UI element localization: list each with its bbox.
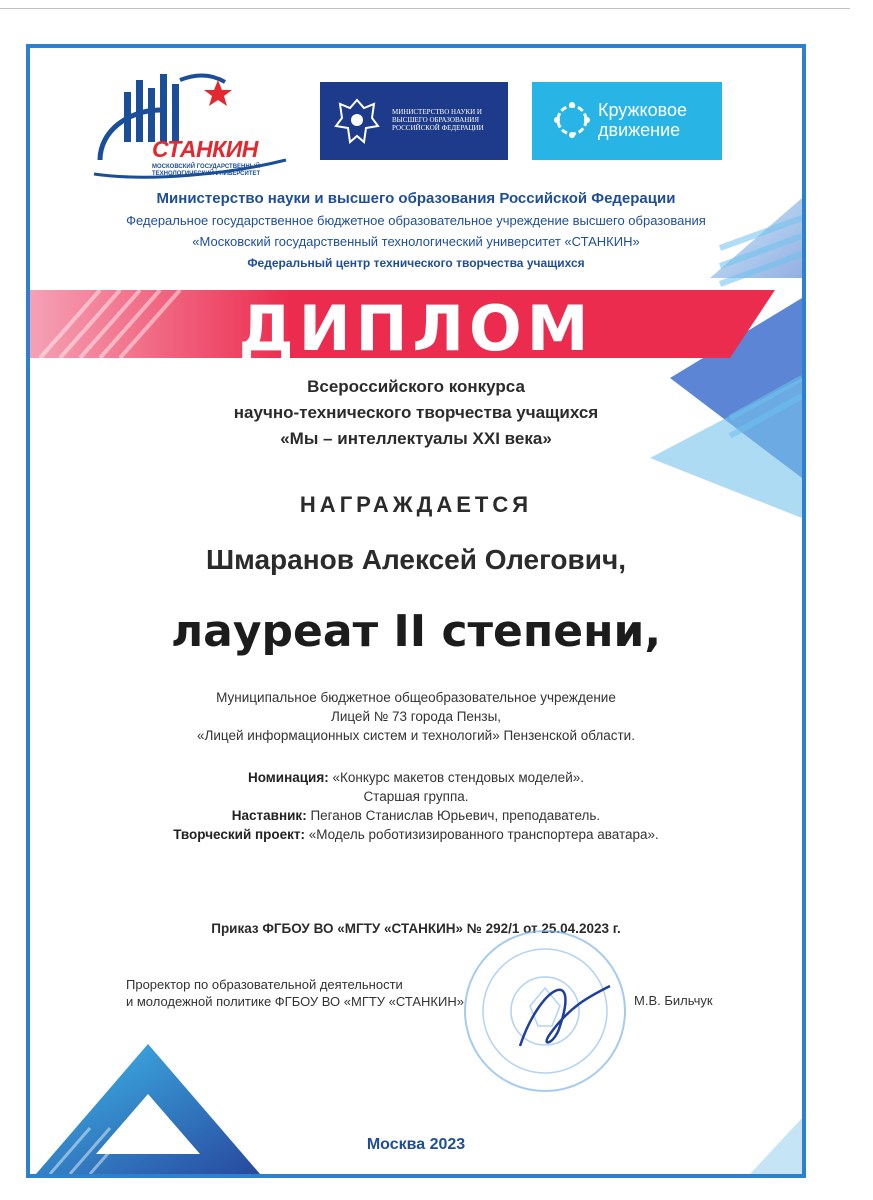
signer-title-line-2: и молодежной политике ФГБОУ ВО «МГТУ «СТАНКИН» [126, 994, 464, 1009]
eagle-crest-icon [334, 96, 380, 146]
school-block [30, 688, 802, 745]
ministry-logo-text: МИНИСТЕРСТВО НАУКИ И ВЫСШЕГО ОБРАЗОВАНИЯ РОССИЙСКОЙ ФЕДЕРАЦИИ [392, 108, 484, 132]
school-line-2: Лицей № 73 города Пензы, [330, 709, 502, 724]
details-block [30, 768, 802, 844]
diploma-frame [26, 44, 806, 1178]
project-label: Творческий проект: [173, 827, 306, 842]
contest-line-1: Всероссийского конкурса [307, 377, 525, 396]
ministry-logo [320, 82, 508, 160]
signer-name: М.В. Бильчук [634, 993, 713, 1008]
nomination-label: Номинация: [247, 770, 329, 785]
page-top-line [0, 8, 850, 9]
bottom-triangle-decor [36, 1044, 260, 1174]
awardee-name: Шмаранов Алексей Олегович, [206, 544, 626, 575]
project-value: «Модель роботизизированного транспортера аватара». [308, 827, 659, 842]
signer-title [126, 976, 464, 1010]
organization-line-2: «Московский государственный технологический университет «СТАНКИН» [192, 234, 640, 249]
circle-movement-logo [532, 82, 722, 160]
ring-of-people-icon [552, 100, 592, 140]
ministry-heading: Министерство науки и высшего образования Российской Федерации [156, 190, 676, 207]
circle-logo-line1: Кружковое [598, 100, 688, 120]
stankin-logo [90, 70, 290, 180]
mentor-value: Пеганов Станислав Юрьевич, преподаватель. [310, 808, 601, 823]
diploma-title: ДИПЛОМ [238, 292, 594, 365]
nomination-value: «Конкурс макетов стендовых моделей». [332, 770, 584, 785]
nomination-row [30, 768, 802, 787]
group-row: Старшая группа. [363, 789, 469, 804]
order-line: Приказ ФГБОУ ВО «МГТУ «СТАНКИН» № 292/1 от 25.04.2023 г. [211, 921, 621, 936]
awarded-heading: НАГРАЖДАЕТСЯ [299, 492, 533, 517]
stankin-logo-subtitle: МОСКОВСКИЙ ГОСУДАРСТВЕННЫЙ ТЕХНОЛОГИЧЕСКИЙ УНИВЕРСИТЕТ [152, 164, 261, 177]
mentor-label: Наставник: [231, 808, 307, 823]
contest-line-2: научно-технического творчества учащихся [233, 403, 599, 422]
stankin-logo-word: СТАНКИН [152, 136, 258, 162]
mentor-row [30, 806, 802, 825]
circle-logo-line2: движение [598, 120, 681, 140]
city-year: Москва 2023 [366, 1136, 466, 1153]
contest-block [30, 374, 802, 452]
award-degree: лауреат II степени, [170, 606, 662, 657]
organization-line-1: Федеральное государственное бюджетное образовательное учреждение высшего образования [126, 213, 706, 228]
school-line-3: «Лицей информационных систем и технологий» Пензенской области. [197, 728, 635, 743]
project-row [30, 825, 802, 844]
center-heading: Федеральный центр технического творчества учащихся [247, 256, 585, 270]
school-line-1: Муниципальное бюджетное общеобразовательное учреждение [216, 690, 616, 705]
signature-icon [520, 986, 610, 1046]
signer-title-line-1: Проректор по образовательной деятельности [126, 977, 403, 992]
official-stamp-icon [460, 926, 630, 1096]
contest-line-3: «Мы – интеллектуалы XXI века» [280, 429, 552, 448]
